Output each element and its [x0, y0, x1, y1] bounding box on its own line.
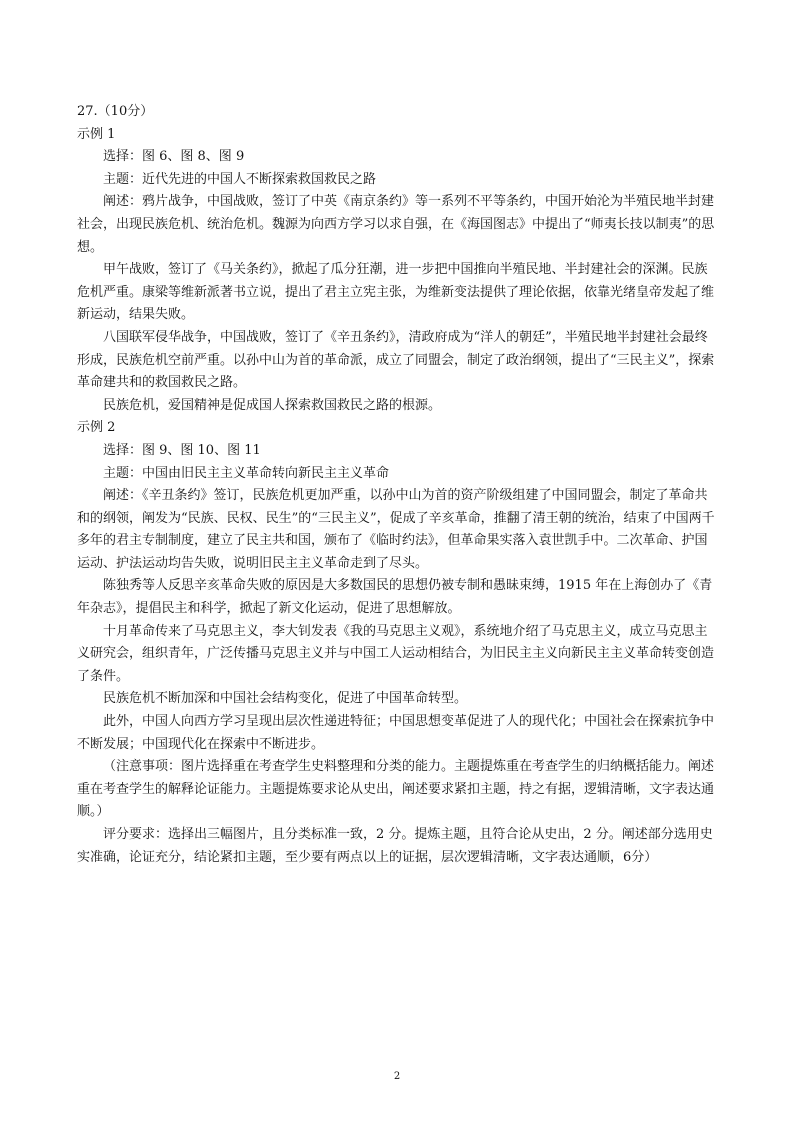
answer-document [77, 101, 720, 869]
example2-heading: 示例 2 [77, 420, 116, 436]
example1-paragraph-4: 民族危机，爱国精神是促成国人探索救国救民之路的根源。 [103, 397, 442, 413]
question-header: 27.（10分） [77, 104, 154, 119]
example2-theme: 主题：中国由旧民主主义革命转向新民主主义革命 [103, 465, 390, 481]
example1-paragraph-1: 阐述：鸦片战争，中国战败，签订了中英《南京条约》等一系列不平等条约，中国开始沦为半殖民地半封建社会，出现民族危机、统治危机。魏源为向西方学习以求自强，在《海国图志》中提出了“师夷长技以制夷”的思想。 [77, 194, 715, 255]
example2-paragraph-1: 阐述：《辛丑条约》签订，民族危机更加严重，以孙中山为首的资产阶级组建了中国同盟会，制定了革命共和的纲领，阐发为“民族、民权、民生”的“三民主义”，促成了辛亥革命，推翻了清王朝的统治，结束了中国两千多年的君主专制制度，建立了民主共和国，颁布了《临时约法》，但革命果实落入袁世凯手中。二次革命、护国运动、护法运动均告失败，说明旧民主主义革命走到了尽头。 [77, 488, 715, 571]
page-number: 2 [393, 1071, 401, 1082]
example1-theme: 主题：近代先进的中国人不断探索救国救民之路 [103, 171, 377, 187]
example2-selection: 选择：图 9、图 10、图 11 [103, 442, 261, 458]
example1-paragraph-3: 八国联军侵华战争，中国战败，签订了《辛丑条约》，清政府成为“洋人的朝廷”，半殖民地半封建社会最终形成，民族危机空前严重。以孙中山为首的革命派，成立了同盟会，制定了政治纲领，提出了“三民主义”，探索革命建共和的救国救民之路。 [77, 329, 715, 391]
scoring-requirements: 评分要求：选择出三幅图片，且分类标准一致，2 分。提炼主题，且符合论从史出，2 分。阐述部分选用史实准确，论证充分，结论紧扣主题，至少要有两点以上的证据，层次逻辑清晰，文字表达通顺，6分） [77, 827, 713, 865]
example2-paragraph-3: 十月革命传来了马克思主义，李大钊发表《我的马克思主义观》，系统地介绍了马克思主义，成立马克思主义研究会，组织青年，广泛传播马克思主义并与中国工人运动相结合，为旧民主主义向新民主主义革命转变创造了条件。 [77, 623, 715, 684]
example1-selection: 选择：图 6、图 8、图 9 [103, 149, 245, 165]
example2-paragraph-5: 此外，中国人向西方学习呈现出层次性递进特征；中国思想变革促进了人的现代化；中国社会在探索抗争中不断发展；中国现代化在探索中不断进步。 [77, 714, 715, 752]
example1-heading: 示例 1 [77, 126, 116, 142]
example1-paragraph-2: 甲午战败，签订了《马关条约》，掀起了瓜分狂潮，进一步把中国推向半殖民地、半封建社会的深渊。民族危机严重。康梁等维新派著书立说，提出了君主立宪主张，为维新变法提供了理论依据，依靠光绪皇帝发起了维新运动，结果失败。 [77, 262, 715, 323]
example2-paragraph-2: 陈独秀等人反思辛亥革命失败的原因是大多数国民的思想仍被专制和愚昧束缚，1915 年在上海创办了《青年杂志》，提倡民主和科学，掀起了新文化运动，促进了思想解放。 [77, 578, 713, 617]
attention-note: （注意事项：图片选择重在考查学生史料整理和分类的能力。主题提炼重在考查学生的归纳概括能力。阐述重在考查学生的解释论证能力。主题提炼要求论从史出，阐述要求紧扣主题，持之有据，逻辑清晰，文字表达通顺。） [77, 759, 715, 820]
example2-paragraph-4: 民族危机不断加深和中国社会结构变化，促进了中国革命转型。 [103, 691, 468, 707]
